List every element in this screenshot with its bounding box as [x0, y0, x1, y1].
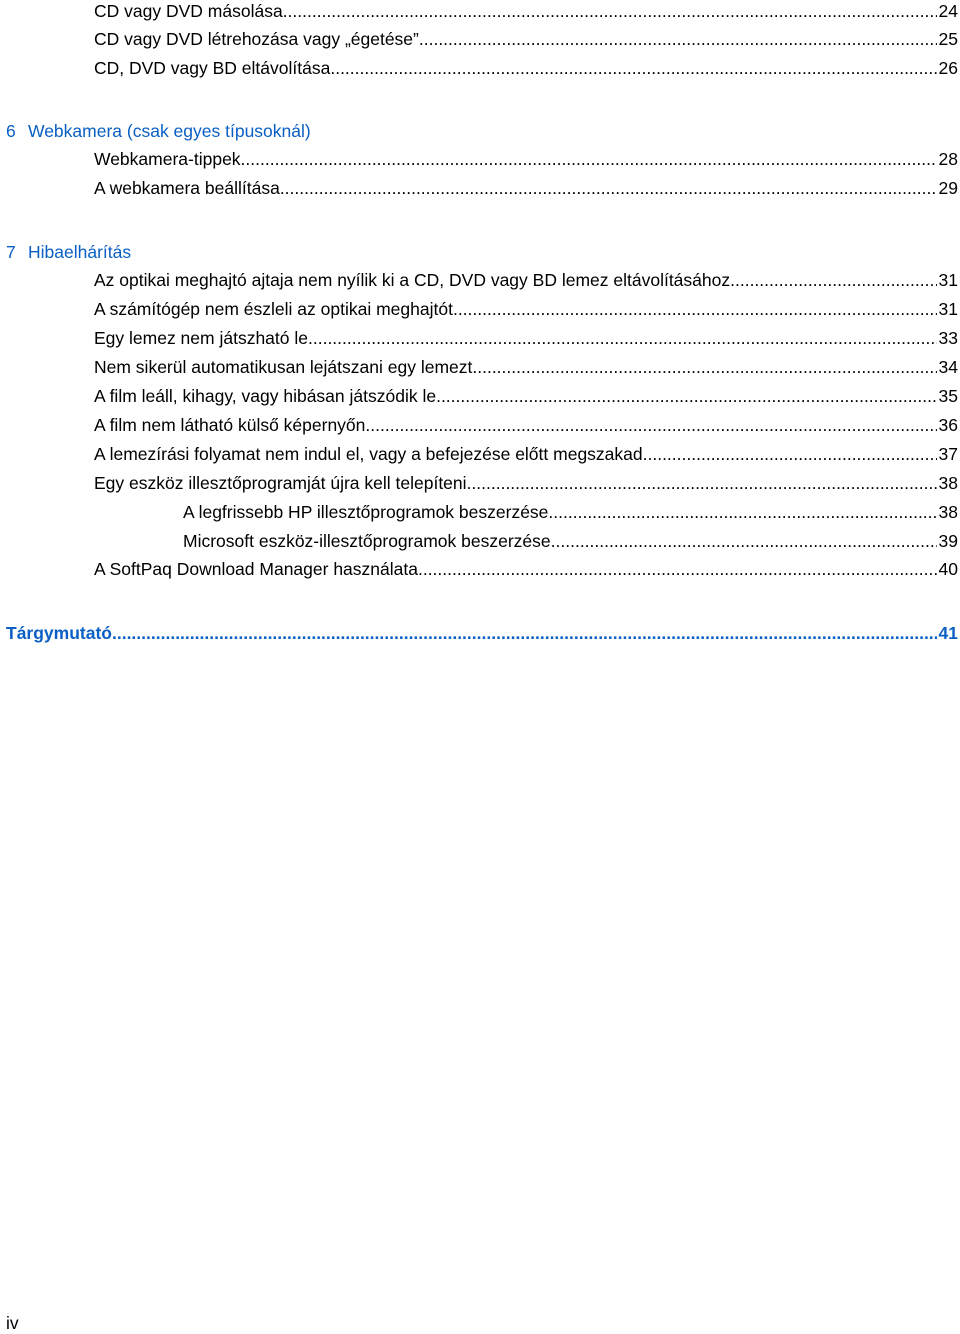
toc-entry-page: 25	[938, 29, 958, 49]
toc-entry-title: A film nem látható külső képernyőn	[94, 415, 366, 435]
toc-entry-page: 31	[938, 270, 958, 290]
toc-entry[interactable]	[94, 385, 958, 407]
leader-dots	[551, 530, 937, 552]
chapter-title: Hibaelhárítás	[28, 242, 132, 262]
toc-entry-title: CD vagy DVD létrehozása vagy „égetése”	[94, 29, 419, 49]
toc-entry-page: 38	[938, 473, 958, 493]
toc-entry[interactable]	[94, 148, 958, 170]
toc-entry-title: A lemezírási folyamat nem indul el, vagy a befejezése előtt megszakad	[94, 444, 643, 464]
toc-entry-page: 36	[938, 415, 958, 435]
toc-entry[interactable]	[94, 356, 958, 378]
index-page: 41	[938, 623, 958, 643]
leader-dots	[330, 57, 936, 79]
toc-entry-title: A legfrissebb HP illesztőprogramok beszerzése	[183, 502, 549, 522]
toc-entry-page: 29	[938, 178, 958, 198]
leader-dots	[418, 558, 937, 580]
toc-entry[interactable]	[94, 298, 958, 320]
toc-entry[interactable]	[94, 558, 958, 580]
leader-dots	[283, 0, 937, 22]
index-title: Tárgymutató	[6, 623, 112, 643]
leader-dots	[436, 385, 936, 407]
toc-entry-page: 31	[938, 299, 958, 319]
toc-entry-page: 26	[938, 58, 958, 78]
toc-entry-page: 40	[938, 559, 958, 579]
chapter-number: 7	[6, 242, 16, 262]
leader-dots	[730, 269, 936, 291]
toc-entry[interactable]	[94, 177, 958, 199]
toc-entry-page: 38	[938, 502, 958, 522]
toc-subentry[interactable]	[183, 501, 958, 523]
toc-entry-page: 35	[938, 386, 958, 406]
toc-entry[interactable]	[94, 0, 958, 22]
leader-dots	[643, 443, 937, 465]
toc-entry-title: Egy lemez nem játszható le	[94, 328, 308, 348]
toc-entry-title: A SoftPaq Download Manager használata	[94, 559, 418, 579]
index-entry[interactable]	[6, 622, 958, 644]
leader-dots	[548, 501, 936, 523]
toc-entry[interactable]	[94, 443, 958, 465]
toc-entry-page: 28	[938, 149, 958, 169]
toc-entry-title: Az optikai meghajtó ajtaja nem nyílik ki a CD, DVD vagy BD lemez eltávolításához	[94, 270, 731, 290]
toc-entry[interactable]	[94, 414, 958, 436]
toc-entry[interactable]	[94, 472, 958, 494]
toc-entry-title: Nem sikerül automatikusan lejátszani egy lemezt	[94, 357, 473, 377]
toc-entry[interactable]	[94, 269, 958, 291]
toc-entry-title: Microsoft eszköz-illesztőprogramok beszerzése	[183, 531, 551, 551]
toc-entry-page: 33	[938, 328, 958, 348]
page-number: iv	[6, 1313, 19, 1333]
chapter-heading[interactable]	[6, 241, 131, 263]
toc-entry-title: A számítógép nem észleli az optikai meghajtót	[94, 299, 453, 319]
toc-entry[interactable]	[94, 28, 958, 50]
leader-dots	[241, 148, 937, 170]
chapter-heading[interactable]	[6, 120, 311, 142]
toc-entry-title: A webkamera beállítása	[94, 178, 280, 198]
toc-entry[interactable]	[94, 327, 958, 349]
leader-dots	[453, 298, 937, 320]
leader-dots	[280, 177, 937, 199]
toc-subentry[interactable]	[183, 530, 958, 552]
toc-entry-page: 34	[938, 357, 958, 377]
toc-entry-title: CD, DVD vagy BD eltávolítása	[94, 58, 331, 78]
leader-dots	[365, 414, 936, 436]
toc-entry[interactable]	[94, 57, 958, 79]
leader-dots	[308, 327, 937, 349]
toc-entry-title: A film leáll, kihagy, vagy hibásan játszódik le	[94, 386, 437, 406]
toc-entry-title: CD vagy DVD másolása	[94, 1, 283, 21]
leader-dots	[112, 622, 937, 644]
chapter-number: 6	[6, 121, 16, 141]
leader-dots	[467, 472, 937, 494]
toc-entry-page: 24	[938, 1, 958, 21]
chapter-title: Webkamera (csak egyes típusoknál)	[28, 121, 311, 141]
toc-entry-title: Egy eszköz illesztőprogramját újra kell telepíteni	[94, 473, 467, 493]
toc-entry-title: Webkamera-tippek	[94, 149, 241, 169]
toc-entry-page: 39	[938, 531, 958, 551]
leader-dots	[419, 28, 937, 50]
leader-dots	[472, 356, 936, 378]
toc-entry-page: 37	[938, 444, 958, 464]
